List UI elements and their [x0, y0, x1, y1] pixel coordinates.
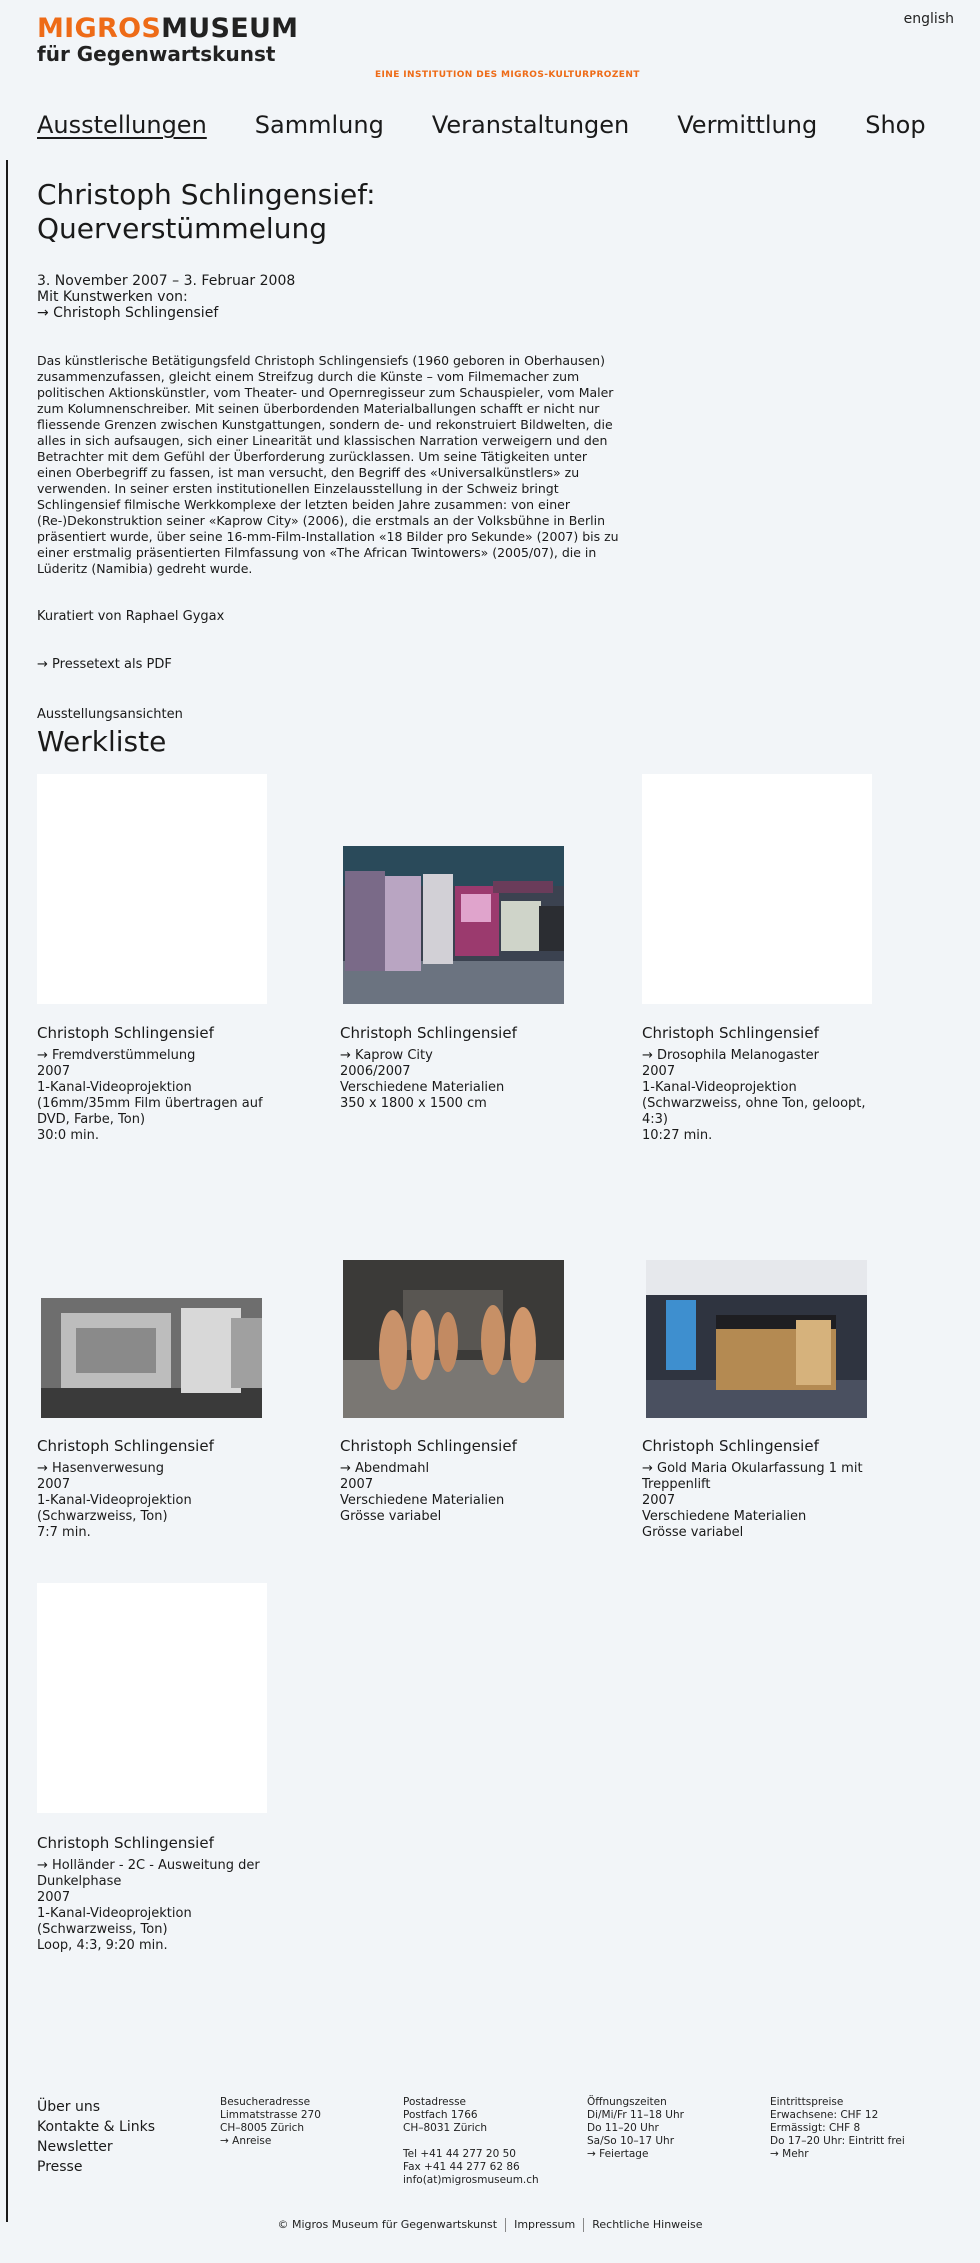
abendmahl-photo [343, 1260, 564, 1418]
work-artist: Christoph Schlingensief [37, 1834, 214, 1852]
press-pdf-link[interactable]: → Pressetext als PDF [37, 657, 172, 672]
kaprow-city-photo [343, 846, 564, 1004]
work-artist: Christoph Schlingensief [37, 1437, 214, 1455]
work-title-link-cont[interactable]: Treppenlift [642, 1477, 711, 1492]
nav-ausstellungen[interactable]: Ausstellungen [37, 111, 207, 139]
work-title-link[interactable]: → Fremdverstümmelung [37, 1048, 196, 1063]
work-item-7 [37, 1834, 287, 1954]
work-detail: (Schwarzweiss, ohne Ton, geloopt, [642, 1096, 866, 1111]
more-prices-link[interactable]: → Mehr [770, 2148, 809, 2160]
artist-link[interactable]: → Christoph Schlingensief [37, 305, 219, 321]
work-detail: 1-Kanal-Videoprojektion [37, 1493, 192, 1508]
footer-bottom-bar [0, 2218, 980, 2232]
curator-credit: Kuratiert von Raphael Gygax [37, 609, 225, 624]
work-title-link-cont[interactable]: Dunkelphase [37, 1874, 122, 1889]
work-detail: Verschiedene Materialien [642, 1509, 807, 1524]
main-nav [37, 111, 974, 139]
work-detail: 7:7 min. [37, 1525, 91, 1540]
footer-link-press[interactable]: Presse [37, 2159, 83, 2175]
title-line-2: Querverstümmelung [37, 212, 327, 245]
work-image-abendmahl[interactable] [343, 1260, 564, 1418]
logo-subtitle[interactable]: für Gegenwartskunst [37, 42, 276, 66]
work-title-link[interactable]: → Drosophila Melanogaster [642, 1048, 820, 1063]
price-line: Do 17–20 Uhr: Eintritt frei [770, 2135, 905, 2147]
work-title-link[interactable]: → Holländer - 2C - Ausweitung der [37, 1858, 260, 1873]
price-line: Erwachsene: CHF 12 [770, 2109, 879, 2121]
divider [583, 2218, 584, 2232]
gold-maria-photo [646, 1260, 867, 1418]
work-artist: Christoph Schlingensief [340, 1437, 517, 1455]
work-year: 2007 [37, 1477, 71, 1492]
copyright: © Migros Museum für Gegenwartskunst [277, 2218, 498, 2231]
work-year: 2007 [37, 1064, 71, 1079]
work-detail: (16mm/35mm Film übertragen auf [37, 1096, 263, 1111]
exhibition-dates: 3. November 2007 – 3. Februar 2008 [37, 273, 296, 289]
postal-heading: Postadresse [403, 2096, 467, 2108]
hours-line: Do 11–20 Uhr [587, 2122, 659, 2134]
work-detail: (Schwarzweiss, Ton) [37, 1509, 168, 1524]
work-detail: Grösse variabel [642, 1525, 744, 1540]
left-divider-line [6, 160, 8, 2222]
exhibition-description: Das künstlerische Betätigungsfeld Christoph Schlingensiefs (1960 geboren in Oberhausen) zusammenzufassen, gleicht einem Streifzug durch die Künste – vom Filmemacher zum politischen Aktionskünstler, vom Theater- und Opernregisseur zum Schauspieler, vom Maler zum Kolumnenschreiber. Mit seinen überbordenden Materialballungen schafft er nicht nur fliessende Grenzen zwischen Kunstgattungen, sondern de- und rekonstruiert Bildwelten, die alles in sich aufsaugen, sich einer Linearität und klassischen Narration verweigern und den Betrachter mit dem Gefühl der Überforderung zurücklassen. Um seine Tätigkeiten unter einen Oberbegriff zu fassen, ist man versucht, den Begriff des «Universalkünstlers» zu verwenden. In seiner ersten institutionellen Einzelausstellung in der Schweiz bringt Schlingensief filmische Werkkomplexe der letzten beiden Jahre zusammen: von einer (Re-)Dekonstruktion seiner «Kaprow City» (2006), die erstmals an der Volksbühne in Berlin präsentiert wurde, über seine 16-mm-Film-Installation «18 Bilder pro Sekunde» (2007) bis zu einer erstmalig präsentierten Filmfassung von «The African Twintowers» (2005/07), die in Lüderitz (Namibia) gedreht wurde. [37, 353, 619, 576]
work-detail: 1-Kanal-Videoprojektion [37, 1080, 192, 1095]
work-item-1 [37, 1024, 277, 1144]
nav-veranstaltungen[interactable]: Veranstaltungen [431, 111, 630, 139]
legal-link[interactable]: Rechtliche Hinweise [592, 2218, 703, 2231]
tagline: EINE INSTITUTION DES MIGROS-KULTURPROZENT [375, 70, 640, 80]
work-item-3 [642, 1024, 882, 1144]
work-title-link[interactable]: → Gold Maria Okularfassung 1 mit [642, 1461, 863, 1476]
page-title [37, 178, 637, 246]
work-item-2 [340, 1024, 580, 1112]
work-image-kaprow-city[interactable] [343, 846, 564, 1004]
footer-visitor-address [220, 2096, 321, 2148]
work-detail: 1-Kanal-Videoprojektion [642, 1080, 797, 1095]
work-item-5 [340, 1437, 580, 1525]
language-switch-link[interactable]: english [903, 11, 954, 27]
work-title-link[interactable]: → Hasenverwesung [37, 1461, 164, 1476]
work-detail: Verschiedene Materialien [340, 1080, 505, 1095]
work-image-placeholder[interactable] [37, 774, 267, 1004]
work-detail: 350 x 1800 x 1500 cm [340, 1096, 487, 1111]
worklist-heading: Werkliste [37, 725, 167, 758]
work-detail: 30:0 min. [37, 1128, 99, 1143]
holidays-link[interactable]: → Feiertage [587, 2148, 649, 2160]
directions-link[interactable]: → Anreise [220, 2135, 272, 2147]
work-year: 2007 [642, 1064, 676, 1079]
artworks-by-label: Mit Kunstwerken von: [37, 289, 188, 305]
phone: Tel +41 44 277 20 50 [403, 2148, 516, 2160]
work-detail: (Schwarzweiss, Ton) [37, 1922, 168, 1937]
nav-vermittlung[interactable]: Vermittlung [677, 111, 818, 139]
work-detail: 10:27 min. [642, 1128, 713, 1143]
footer-link-about[interactable]: Über uns [37, 2099, 100, 2115]
work-artist: Christoph Schlingensief [642, 1437, 819, 1455]
work-detail: 4:3) [642, 1112, 668, 1127]
work-detail: Loop, 4:3, 9:20 min. [37, 1938, 168, 1953]
work-year: 2007 [340, 1477, 374, 1492]
work-image-gold-maria[interactable] [646, 1260, 867, 1418]
postal-line: CH–8031 Zürich [403, 2122, 488, 2134]
exhibition-views-link[interactable]: Ausstellungsansichten [37, 707, 183, 722]
footer-link-newsletter[interactable]: Newsletter [37, 2139, 113, 2155]
hours-line: Di/Mi/Fr 11–18 Uhr [587, 2109, 684, 2121]
logo-migros: MIGROS [37, 13, 162, 44]
work-year: 2007 [37, 1890, 71, 1905]
footer-links [37, 2097, 155, 2177]
work-title-link[interactable]: → Kaprow City [340, 1048, 433, 1063]
work-artist: Christoph Schlingensief [340, 1024, 517, 1042]
postal-line: Postfach 1766 [403, 2109, 478, 2121]
work-item-6 [642, 1437, 892, 1541]
hours-heading: Öffnungszeiten [587, 2096, 667, 2108]
work-image-placeholder[interactable] [642, 774, 872, 1004]
work-item-4 [37, 1437, 277, 1541]
footer-postal-address [403, 2096, 539, 2187]
visitor-heading: Besucheradresse [220, 2096, 311, 2108]
title-line-1: Christoph Schlingensief: [37, 178, 376, 211]
email-link[interactable]: info(at)migrosmuseum.ch [403, 2174, 539, 2186]
hasenverwesung-photo [41, 1298, 262, 1418]
nav-shop[interactable]: Shop [865, 111, 926, 139]
work-title-link[interactable]: → Abendmahl [340, 1461, 430, 1476]
footer-admission-prices [770, 2096, 905, 2161]
work-image-hasenverwesung[interactable] [41, 1298, 262, 1418]
work-artist: Christoph Schlingensief [37, 1024, 214, 1042]
fax: Fax +41 44 277 62 86 [403, 2161, 520, 2173]
work-artist: Christoph Schlingensief [642, 1024, 819, 1042]
work-detail: DVD, Farbe, Ton) [37, 1112, 146, 1127]
exhibition-meta [37, 273, 295, 321]
logo[interactable] [37, 14, 298, 44]
divider [505, 2218, 506, 2232]
work-detail: Grösse variabel [340, 1509, 442, 1524]
work-detail: Verschiedene Materialien [340, 1493, 505, 1508]
impressum-link[interactable]: Impressum [514, 2218, 576, 2231]
work-year: 2007 [642, 1493, 676, 1508]
nav-sammlung[interactable]: Sammlung [254, 111, 384, 139]
work-year: 2006/2007 [340, 1064, 411, 1079]
work-image-placeholder[interactable] [37, 1583, 267, 1813]
hours-line: Sa/So 10–17 Uhr [587, 2135, 675, 2147]
visitor-line: CH–8005 Zürich [220, 2122, 305, 2134]
logo-museum: MUSEUM [161, 13, 299, 44]
price-line: Ermässigt: CHF 8 [770, 2122, 861, 2134]
footer-link-contacts[interactable]: Kontakte & Links [37, 2119, 155, 2135]
work-detail: 1-Kanal-Videoprojektion [37, 1906, 192, 1921]
footer-opening-hours [587, 2096, 684, 2161]
visitor-line: Limmatstrasse 270 [220, 2109, 321, 2121]
prices-heading: Eintrittspreise [770, 2096, 844, 2108]
